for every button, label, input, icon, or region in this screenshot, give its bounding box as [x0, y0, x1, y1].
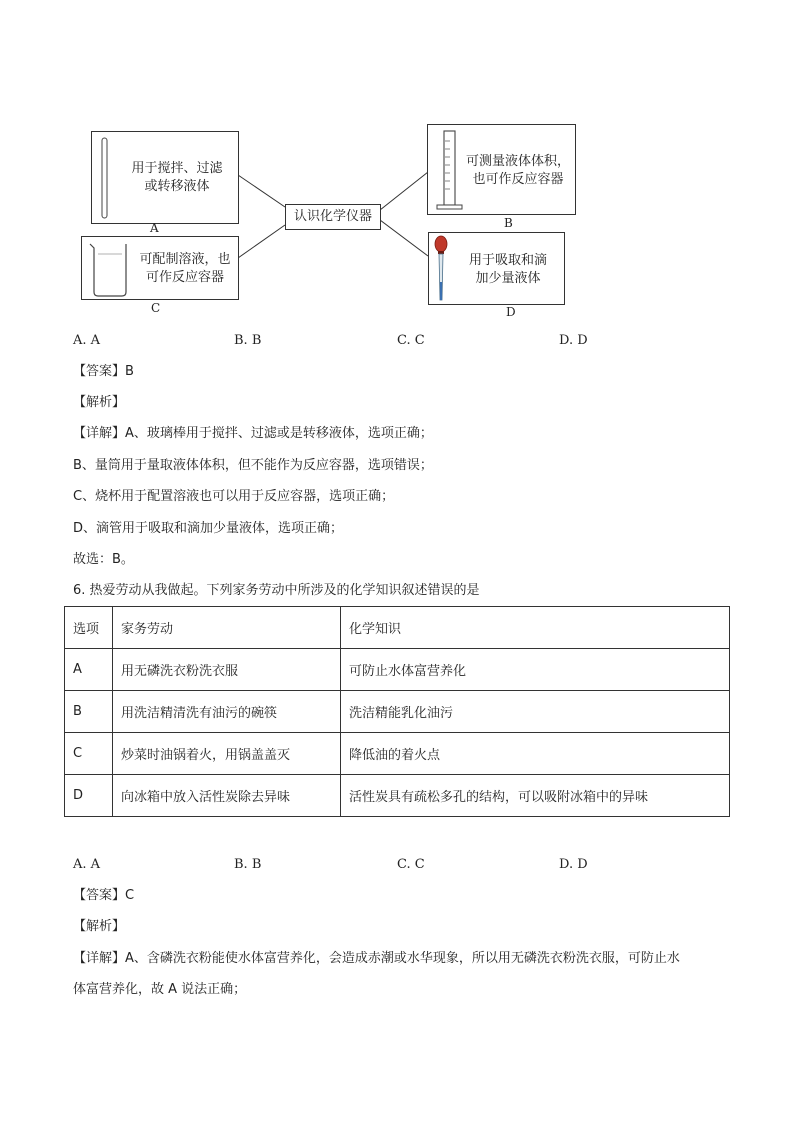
- center-label: 认识化学仪器: [293, 209, 372, 224]
- q5-option-d: D. D: [559, 333, 588, 348]
- label-c: C: [151, 301, 161, 315]
- box-b-line2: 也可作反应容器: [472, 172, 564, 187]
- q5-analysis-heading: 【解析】: [73, 395, 126, 410]
- q5-detail-line: 【详解】A、玻璃棒用于搅拌、过滤或是转移液体，选项正确；: [73, 426, 433, 441]
- line-to-d: [380, 220, 428, 256]
- table-row: [65, 733, 730, 775]
- box-glass-rod: [91, 131, 239, 224]
- table-cell: B: [65, 691, 113, 733]
- q5-detail-line: C、烧杯用于配置溶液也可以用于反应容器，选项正确；: [73, 489, 395, 504]
- q5-conclusion: 故选：B。: [73, 552, 134, 567]
- header-chore: 家务劳动: [113, 607, 341, 649]
- box-a-line1: 用于搅拌、过滤: [131, 161, 223, 176]
- box-d-text: [455, 252, 561, 288]
- box-a-line2: 或转移液体: [144, 179, 210, 194]
- q6-option-b: B. B: [234, 857, 262, 872]
- table-cell: A: [65, 649, 113, 691]
- q6-detail-line: 【详解】A、含磷洗衣粉能使水体富营养化，会造成赤潮或水华现象，所以用无磷洗衣粉洗衣服，可防止水: [73, 951, 680, 966]
- q5-detail-line: D、滴管用于吸取和滴加少量液体，选项正确；: [73, 521, 344, 536]
- line-to-c: [238, 225, 285, 258]
- table-cell: 活性炭具有疏松多孔的结构，可以吸附冰箱中的异味: [341, 775, 730, 817]
- q5-answer: 【答案】B: [73, 364, 134, 379]
- table-cell: 可防止水体富营养化: [341, 649, 730, 691]
- table-cell: 用洗洁精清洗有油污的碗筷: [113, 691, 341, 733]
- q6-option-a: A. A: [73, 857, 101, 872]
- q6-option-c: C. C: [397, 857, 425, 872]
- box-c-text: [134, 251, 236, 287]
- q6-options-table: [64, 606, 730, 817]
- graduated-cylinder-icon: [434, 127, 468, 213]
- table-row: [65, 691, 730, 733]
- box-beaker: [81, 236, 239, 300]
- header-knowledge: 化学知识: [341, 607, 730, 649]
- box-c-line2: 可作反应容器: [145, 270, 224, 285]
- box-dropper: [428, 232, 565, 305]
- q6-option-d: D. D: [559, 857, 588, 872]
- table-cell: 用无磷洗衣粉洗衣服: [113, 649, 341, 691]
- box-b-line1: 可测量液体体积，: [465, 154, 570, 169]
- table-cell: 向冰箱中放入活性炭除去异味: [113, 775, 341, 817]
- table-cell: D: [65, 775, 113, 817]
- header-option: 选项: [65, 607, 113, 649]
- box-d-line1: 用于吸取和滴: [468, 253, 547, 268]
- table-header-row: [65, 607, 730, 649]
- line-to-a: [238, 175, 285, 207]
- q6-analysis-heading: 【解析】: [73, 919, 126, 934]
- q6-detail-line: 体富营养化，故 A 说法正确；: [73, 982, 247, 997]
- q5-detail-line: B、量筒用于量取液体体积，但不能作为反应容器，选项错误；: [73, 458, 433, 473]
- beaker-icon: [86, 240, 132, 298]
- dropper-icon: [431, 234, 453, 304]
- box-d-line2: 加少量液体: [475, 271, 541, 286]
- table-row: [65, 775, 730, 817]
- line-to-b: [380, 172, 428, 210]
- table-cell: 洗洁精能乳化油污: [341, 691, 730, 733]
- q5-option-b: B. B: [234, 333, 262, 348]
- box-b-text: [464, 153, 572, 189]
- center-box: [285, 204, 381, 230]
- table-cell: 降低油的着火点: [341, 733, 730, 775]
- q6-stem: 6. 热爱劳动从我做起。下列家务劳动中所涉及的化学知识叙述错误的是: [73, 583, 480, 598]
- table-cell: 炒菜时油锅着火，用锅盖盖灭: [113, 733, 341, 775]
- glass-rod-icon: [98, 136, 112, 220]
- label-b: B: [504, 216, 513, 230]
- q5-option-a: A. A: [73, 333, 101, 348]
- box-cylinder: [427, 124, 576, 215]
- q5-option-c: C. C: [397, 333, 425, 348]
- table-row: [65, 649, 730, 691]
- label-a: A: [150, 221, 159, 235]
- q6-answer: 【答案】C: [73, 888, 135, 903]
- label-d: D: [506, 305, 516, 319]
- box-a-text: [122, 160, 232, 196]
- box-c-line1: 可配制溶液，也: [139, 252, 231, 267]
- table-cell: C: [65, 733, 113, 775]
